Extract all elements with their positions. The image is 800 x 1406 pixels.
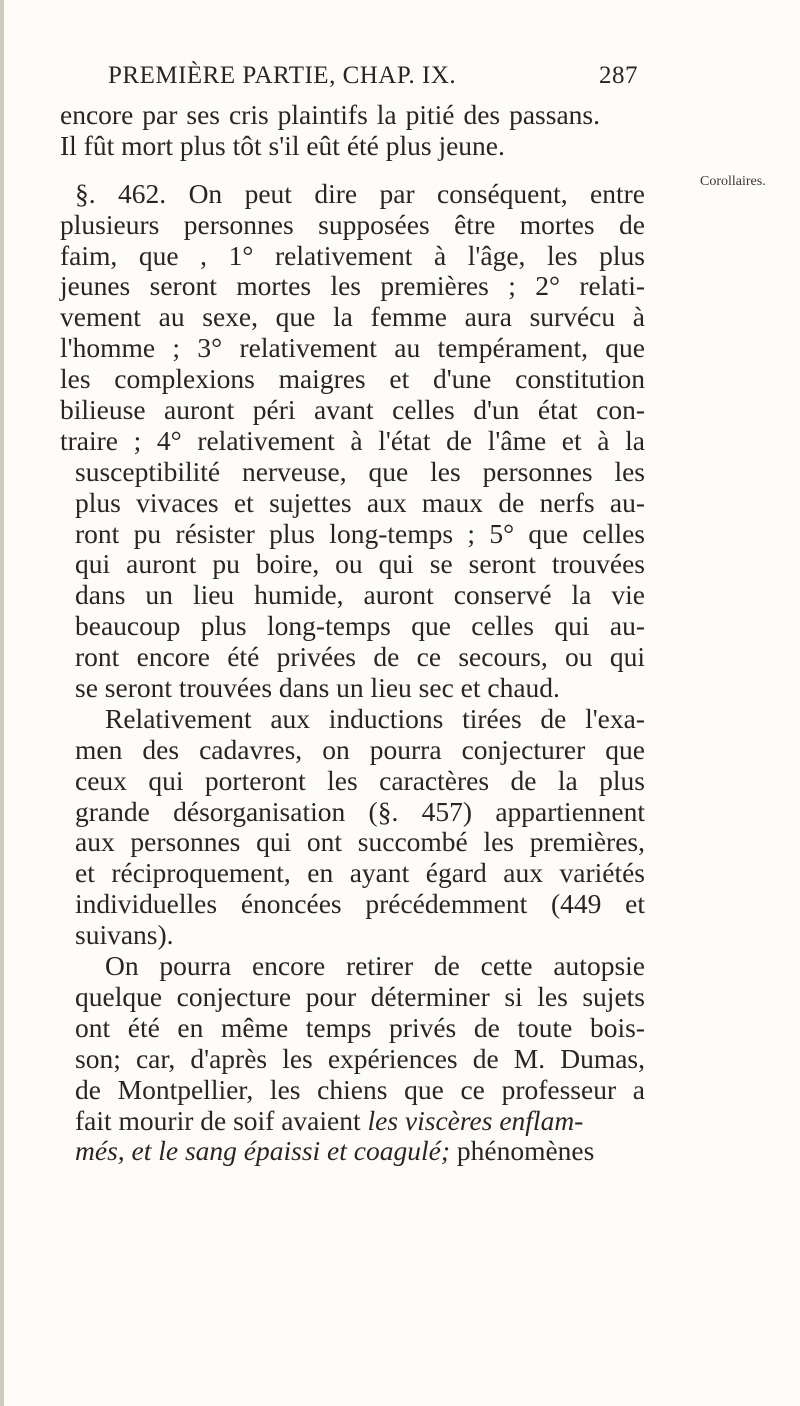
text-line: traire ; 4° relativement à l'état de l'âme et à la bbox=[60, 424, 645, 456]
page-binding-edge bbox=[0, 0, 4, 1406]
text-line: Relativement aux inductions tirées de l'exa- bbox=[105, 702, 645, 734]
text-line: beaucoup plus long-temps que celles qui au- bbox=[75, 610, 645, 642]
text-line-mixed bbox=[60, 1106, 660, 1137]
page-number: 287 bbox=[599, 62, 638, 89]
text-line: §. 462. On peut dire par conséquent, entre bbox=[75, 177, 645, 209]
text-line: aux personnes qui ont succombé les premières, bbox=[75, 826, 645, 858]
text-line: se seront trouvées dans un lieu sec et chaud. bbox=[75, 672, 560, 704]
margin-note: Corollaires. bbox=[700, 174, 766, 189]
text-line: ront encore été privées de ce secours, ou qui bbox=[75, 641, 645, 673]
text-line: susceptibilité nerveuse, que les personnes les bbox=[75, 455, 645, 487]
text-line: jeunes seront mortes les premières ; 2° relati- bbox=[60, 270, 645, 302]
text-line: grande désorganisation (§. 457) appartiennent bbox=[75, 795, 645, 827]
text-line: vement au sexe, que la femme aura survécu à bbox=[60, 301, 645, 333]
body-text bbox=[60, 100, 660, 1167]
italic-run: les viscères enflam- bbox=[367, 1104, 584, 1136]
text-line: faim, que , 1° relativement à l'âge, les plus bbox=[60, 239, 645, 271]
text-line: encore par ses cris plaintifs la pitié des passans. bbox=[60, 99, 600, 130]
text-line: individuelles énoncées précédemment (449 et bbox=[75, 888, 645, 920]
text-line: et réciproquement, en ayant égard aux variétés bbox=[75, 857, 645, 889]
text-line: plusieurs personnes supposées être mortes de bbox=[60, 208, 645, 240]
text-run: phénomènes bbox=[449, 1135, 595, 1167]
text-line: men des cadavres, on pourra conjecturer que bbox=[75, 733, 645, 765]
running-header bbox=[108, 62, 638, 98]
text-line: les complexions maigres et d'une constitution bbox=[60, 363, 645, 395]
text-line: ceux qui porteront les caractères de la plus bbox=[75, 764, 645, 796]
text-line-mixed bbox=[60, 1136, 660, 1167]
text-line: ont été en même temps privés de toute bois- bbox=[75, 1011, 645, 1043]
text-line: l'homme ; 3° relativement au tempérament, que bbox=[60, 332, 645, 364]
text-line: suivans). bbox=[75, 919, 174, 951]
text-line: qui auront pu boire, ou qui se seront trouvées bbox=[75, 548, 645, 580]
text-line: bilieuse auront péri avant celles d'un état con- bbox=[60, 394, 645, 426]
italic-run: més, et le sang épaissi et coagulé; bbox=[75, 1135, 450, 1167]
text-line: plus vivaces et sujettes aux maux de nerfs au- bbox=[75, 486, 645, 518]
text-line: son; car, d'après les expériences de M. Dumas, bbox=[75, 1042, 645, 1074]
text-line: quelque conjecture pour déterminer si les sujets bbox=[75, 980, 645, 1012]
text-line: Il fût mort plus tôt s'il eût été plus jeune. bbox=[60, 129, 505, 161]
text-line: ront pu résister plus long-temps ; 5° que celles bbox=[75, 517, 645, 549]
text-line: dans un lieu humide, auront conservé la vie bbox=[75, 579, 645, 611]
text-run: fait mourir de soif avaient bbox=[75, 1104, 368, 1136]
running-title: PREMIÈRE PARTIE, CHAP. IX. bbox=[108, 62, 457, 89]
text-line: On pourra encore retirer de cette autopsie bbox=[105, 950, 645, 982]
text-line: de Montpellier, les chiens que ce professeur a bbox=[75, 1073, 645, 1105]
